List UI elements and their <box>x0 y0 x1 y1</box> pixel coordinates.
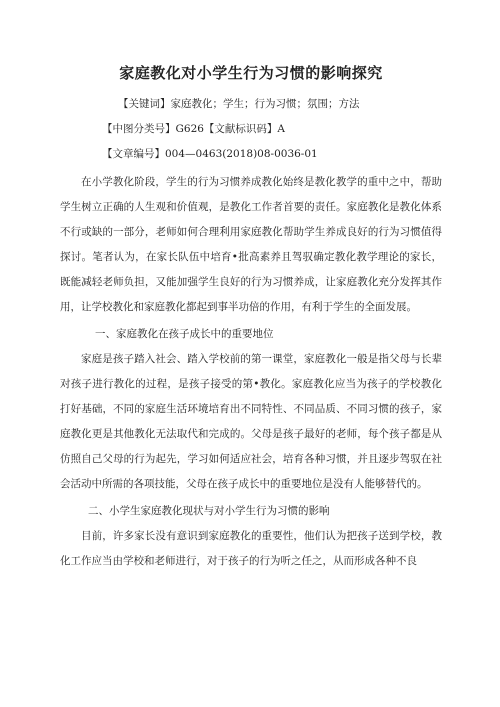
document-title: 家庭教化对小学生行为习惯的影响探究 <box>119 64 383 82</box>
section-2-paragraph: 目前，许多家长没有意识到家庭教化的重要性，他们认为把孩子送到学校，教化工作应当由学校和老师进行，对于孩子的行为听之任之，从而形成各种不良 <box>60 530 442 567</box>
classification-line: 【中图分类号】G626【文献标识码】A <box>102 123 286 135</box>
section-heading-2: 二、小学生家庭教化现状与对小学生行为习惯的影响 <box>88 505 330 517</box>
keywords-line: 【关键词】家庭教化；学生；行为习惯；氛围；方法 <box>118 98 360 110</box>
section-heading-1: 一、家庭教化在孩子成长中的重要地位 <box>95 328 274 340</box>
section-1-paragraph: 家庭是孩子踏入社会、踏入学校前的第一课堂，家庭教化一般是指父母与长辈对孩子进行教化的过程，是孩子接受的第•教化。家庭教化应当为孩子的学校教化打好基础，不同的家庭生活环境培育出不同特性、不同品质、不同习惯的孩子，家庭教化更是其他教化无法取代和完成的。父母是孩子最好的老师，每个孩子都是从仿照自己父母的行为起先，学习如何适应社会，培育各种习惯，并且逐步驾驭在社会活动中所需的各项技能，父母在孩子成长中的重要地位是没有人能够替代的。 <box>60 353 442 490</box>
article-number-line: 【文章编号】004—0463(2018)08-0036-01 <box>102 148 318 160</box>
intro-paragraph: 在小学教化阶段，学生的行为习惯养成教化始终是教化教学的重中之中，帮助学生树立正确的人生观和价值观，是教化工作者首要的责任。家庭教化是教化体系不行或缺的一部分，老师如何合理利用家庭教化帮助学生养成良好的行为习惯值得探讨。笔者认为，在家长队伍中培育•批高素养且驾驭确定教化教学理论的家长，既能减轻老师负担，又能加强学生良好的行为习惯养成，让家庭教化充分发挥其作用，让学校教化和家庭教化都起到事半功倍的作用，有利于学生的全面发展。 <box>60 176 442 313</box>
